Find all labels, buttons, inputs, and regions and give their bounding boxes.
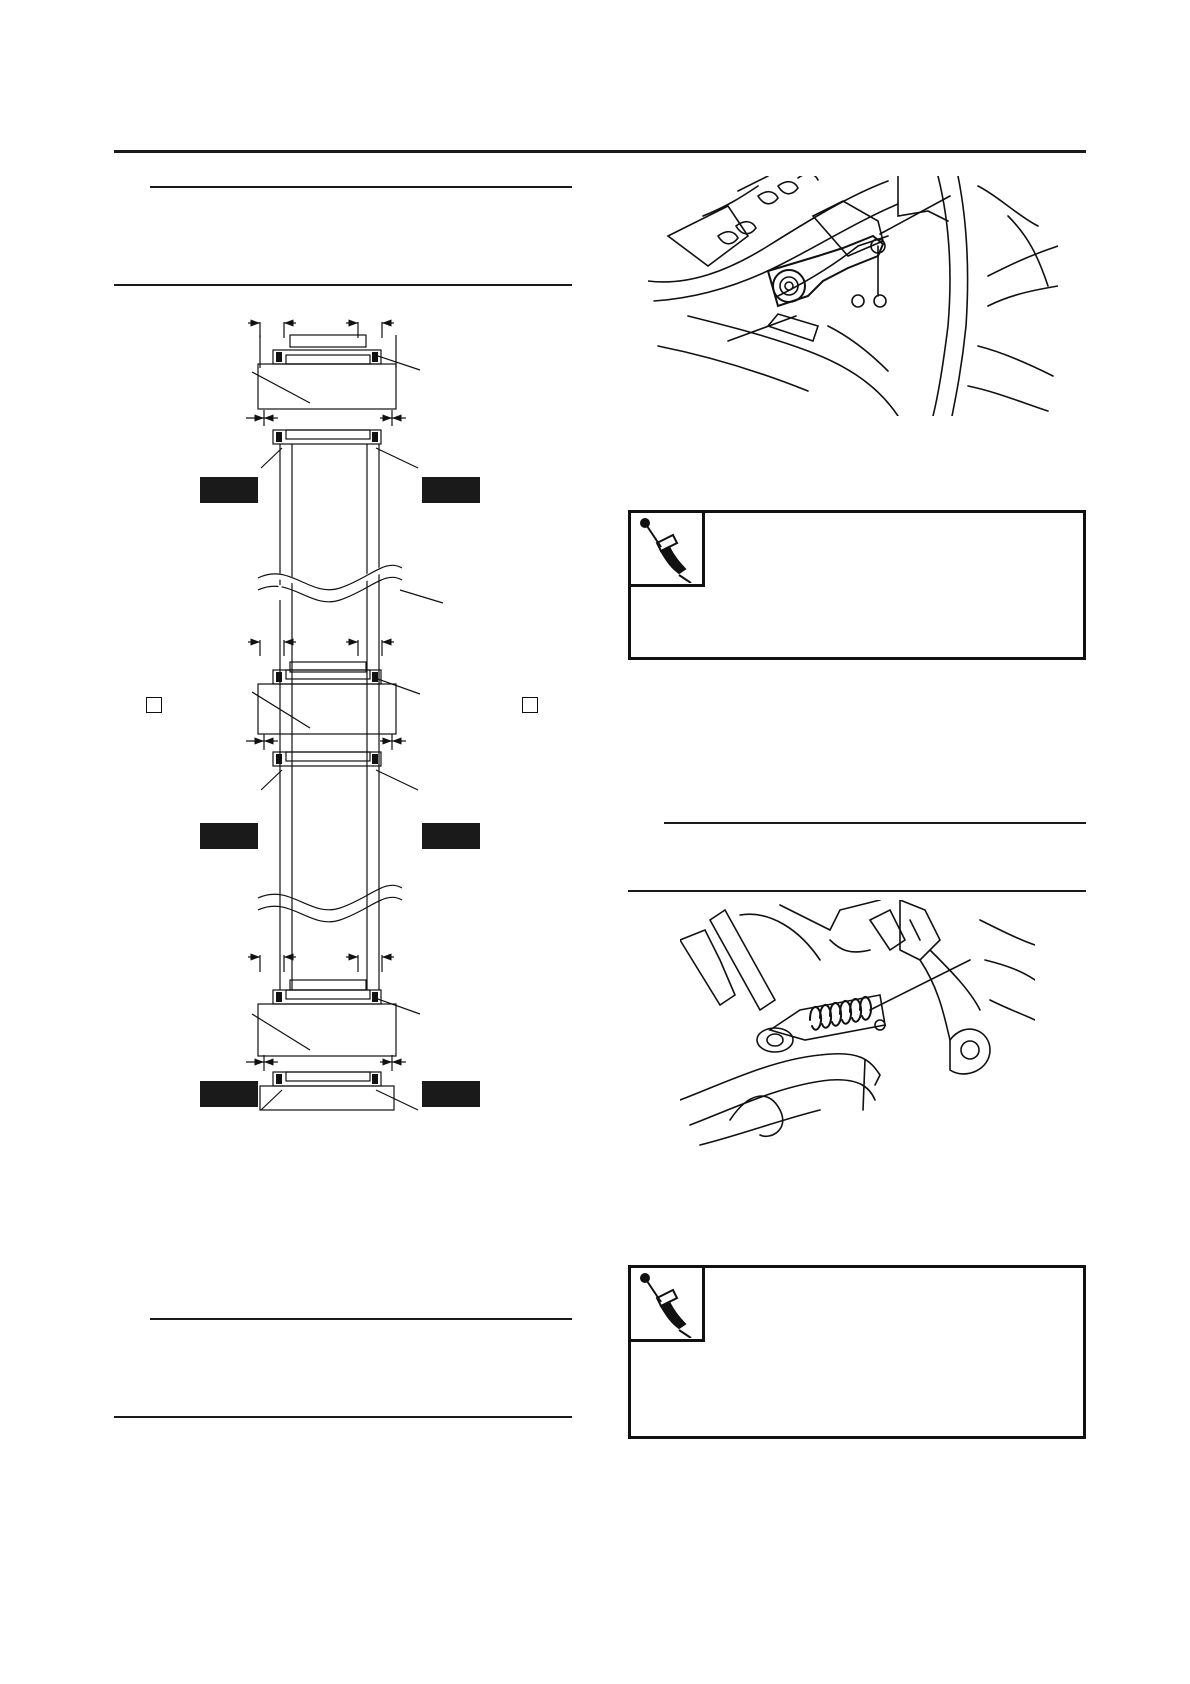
note-3-top-rule — [664, 822, 1086, 824]
label-tag-3 — [200, 823, 258, 849]
header-rule — [114, 150, 1086, 153]
torque-box-2-icon-cell — [631, 1268, 705, 1342]
label-tag-2 — [422, 477, 480, 503]
label-tag-1 — [200, 477, 258, 503]
shock-absorber-illustration — [680, 900, 1035, 1150]
label-tag-5 — [200, 1081, 258, 1107]
bearing-installation-diagram — [130, 300, 560, 1130]
note-1-top-rule — [150, 186, 572, 188]
note-1-bottom-rule — [114, 284, 572, 286]
relay-arm-illustration — [648, 176, 1058, 416]
torque-box-1-icon-cell — [631, 513, 705, 587]
label-tag-6 — [422, 1081, 480, 1107]
view-marker-right — [522, 697, 538, 713]
torque-box-2 — [628, 1265, 1086, 1439]
note-2-top-rule — [150, 1318, 572, 1320]
torque-wrench-icon — [631, 513, 701, 583]
label-tag-4 — [422, 823, 480, 849]
torque-wrench-icon — [631, 1268, 701, 1338]
view-marker-left — [146, 697, 162, 713]
torque-box-1 — [628, 510, 1086, 660]
note-3-bottom-rule — [628, 890, 1086, 892]
note-2-bottom-rule — [114, 1416, 572, 1418]
